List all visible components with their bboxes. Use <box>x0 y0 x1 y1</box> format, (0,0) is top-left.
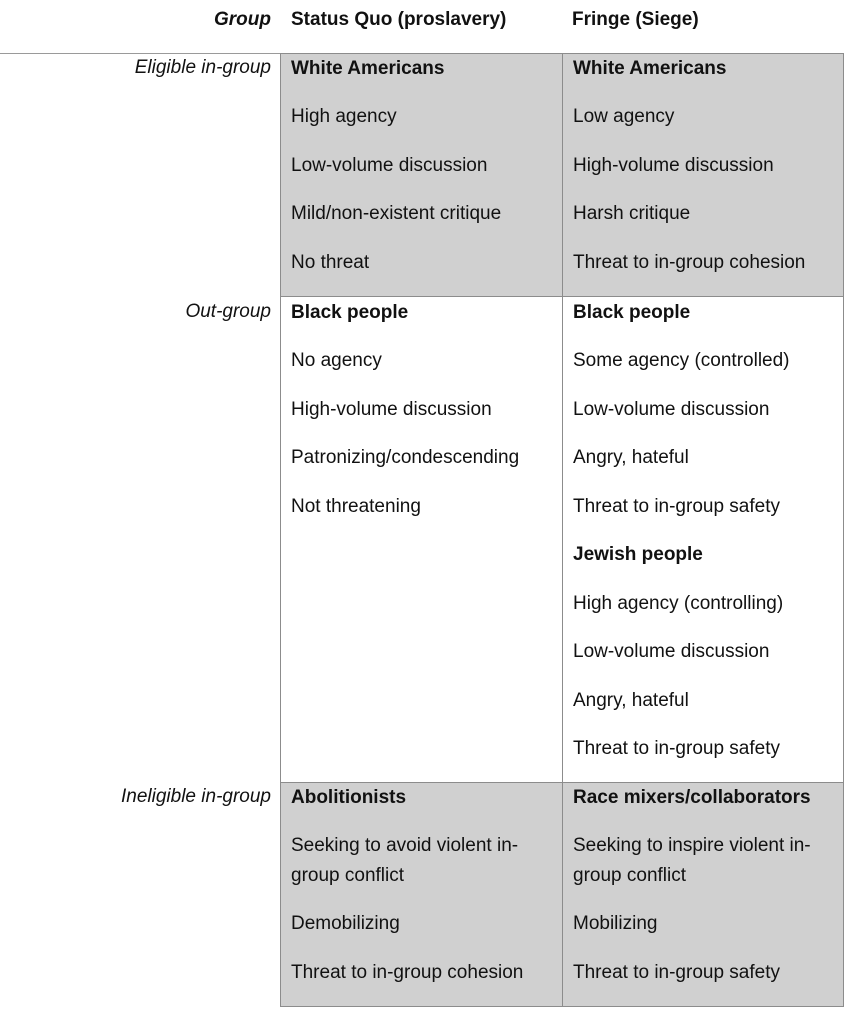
trait-conflict: Seeking to inspire violent in-group conflict <box>573 835 811 886</box>
cell-eligible-fringe <box>562 53 844 297</box>
trait-agency: High agency (controlling) <box>573 593 784 614</box>
row-label-out-group: Out-group <box>185 301 271 322</box>
trait-threat: Threat to in-group cohesion <box>573 252 806 273</box>
trait-tone: Angry, hateful <box>573 447 689 468</box>
table-header-group: Group <box>214 9 271 30</box>
trait-mobilization: Mobilizing <box>573 913 658 934</box>
trait-discussion: Low-volume discussion <box>573 399 770 420</box>
row-label-eligible-in-group: Eligible in-group <box>134 57 271 78</box>
trait-discussion: Low-volume discussion <box>291 155 488 176</box>
trait-threat: Threat to in-group cohesion <box>291 962 524 983</box>
trait-agency: Low agency <box>573 106 675 127</box>
group-heading: Jewish people <box>573 544 703 565</box>
trait-threat: Threat to in-group safety <box>573 496 780 517</box>
trait-critique: Mild/non-existent critique <box>291 203 502 224</box>
table-header-status-quo: Status Quo (proslavery) <box>291 9 507 30</box>
group-heading: Black people <box>573 302 691 323</box>
group-heading: White Americans <box>291 58 445 79</box>
cell-ineligible-status-quo <box>280 782 563 1007</box>
trait-tone: Patronizing/condescending <box>291 447 520 468</box>
row-label-ineligible-in-group: Ineligible in-group <box>121 786 271 807</box>
trait-threat: No threat <box>291 252 370 273</box>
trait-mobilization: Demobilizing <box>291 913 400 934</box>
trait-discussion: Low-volume discussion <box>573 641 770 662</box>
trait-threat: Not threatening <box>291 496 421 517</box>
group-heading: Black people <box>291 302 409 323</box>
trait-critique: Harsh critique <box>573 203 691 224</box>
trait-discussion: High-volume discussion <box>291 399 492 420</box>
group-heading: White Americans <box>573 58 727 79</box>
group-heading: Abolitionists <box>291 787 407 808</box>
group-heading: Race mixers/collaborators <box>573 787 811 808</box>
cell-out-group-status-quo <box>280 296 563 783</box>
trait-discussion: High-volume discussion <box>573 155 774 176</box>
trait-threat: Threat to in-group safety <box>573 962 780 983</box>
trait-agency: High agency <box>291 106 397 127</box>
trait-tone: Angry, hateful <box>573 690 689 711</box>
trait-agency: No agency <box>291 350 382 371</box>
cell-ineligible-fringe <box>562 782 844 1007</box>
trait-agency: Some agency (controlled) <box>573 350 790 371</box>
trait-threat: Threat to in-group safety <box>573 738 780 759</box>
cell-out-group-fringe <box>562 296 844 783</box>
trait-conflict: Seeking to avoid violent in-group conflict <box>291 835 519 886</box>
cell-eligible-status-quo <box>280 53 563 297</box>
table-header-fringe: Fringe (Siege) <box>572 9 699 30</box>
